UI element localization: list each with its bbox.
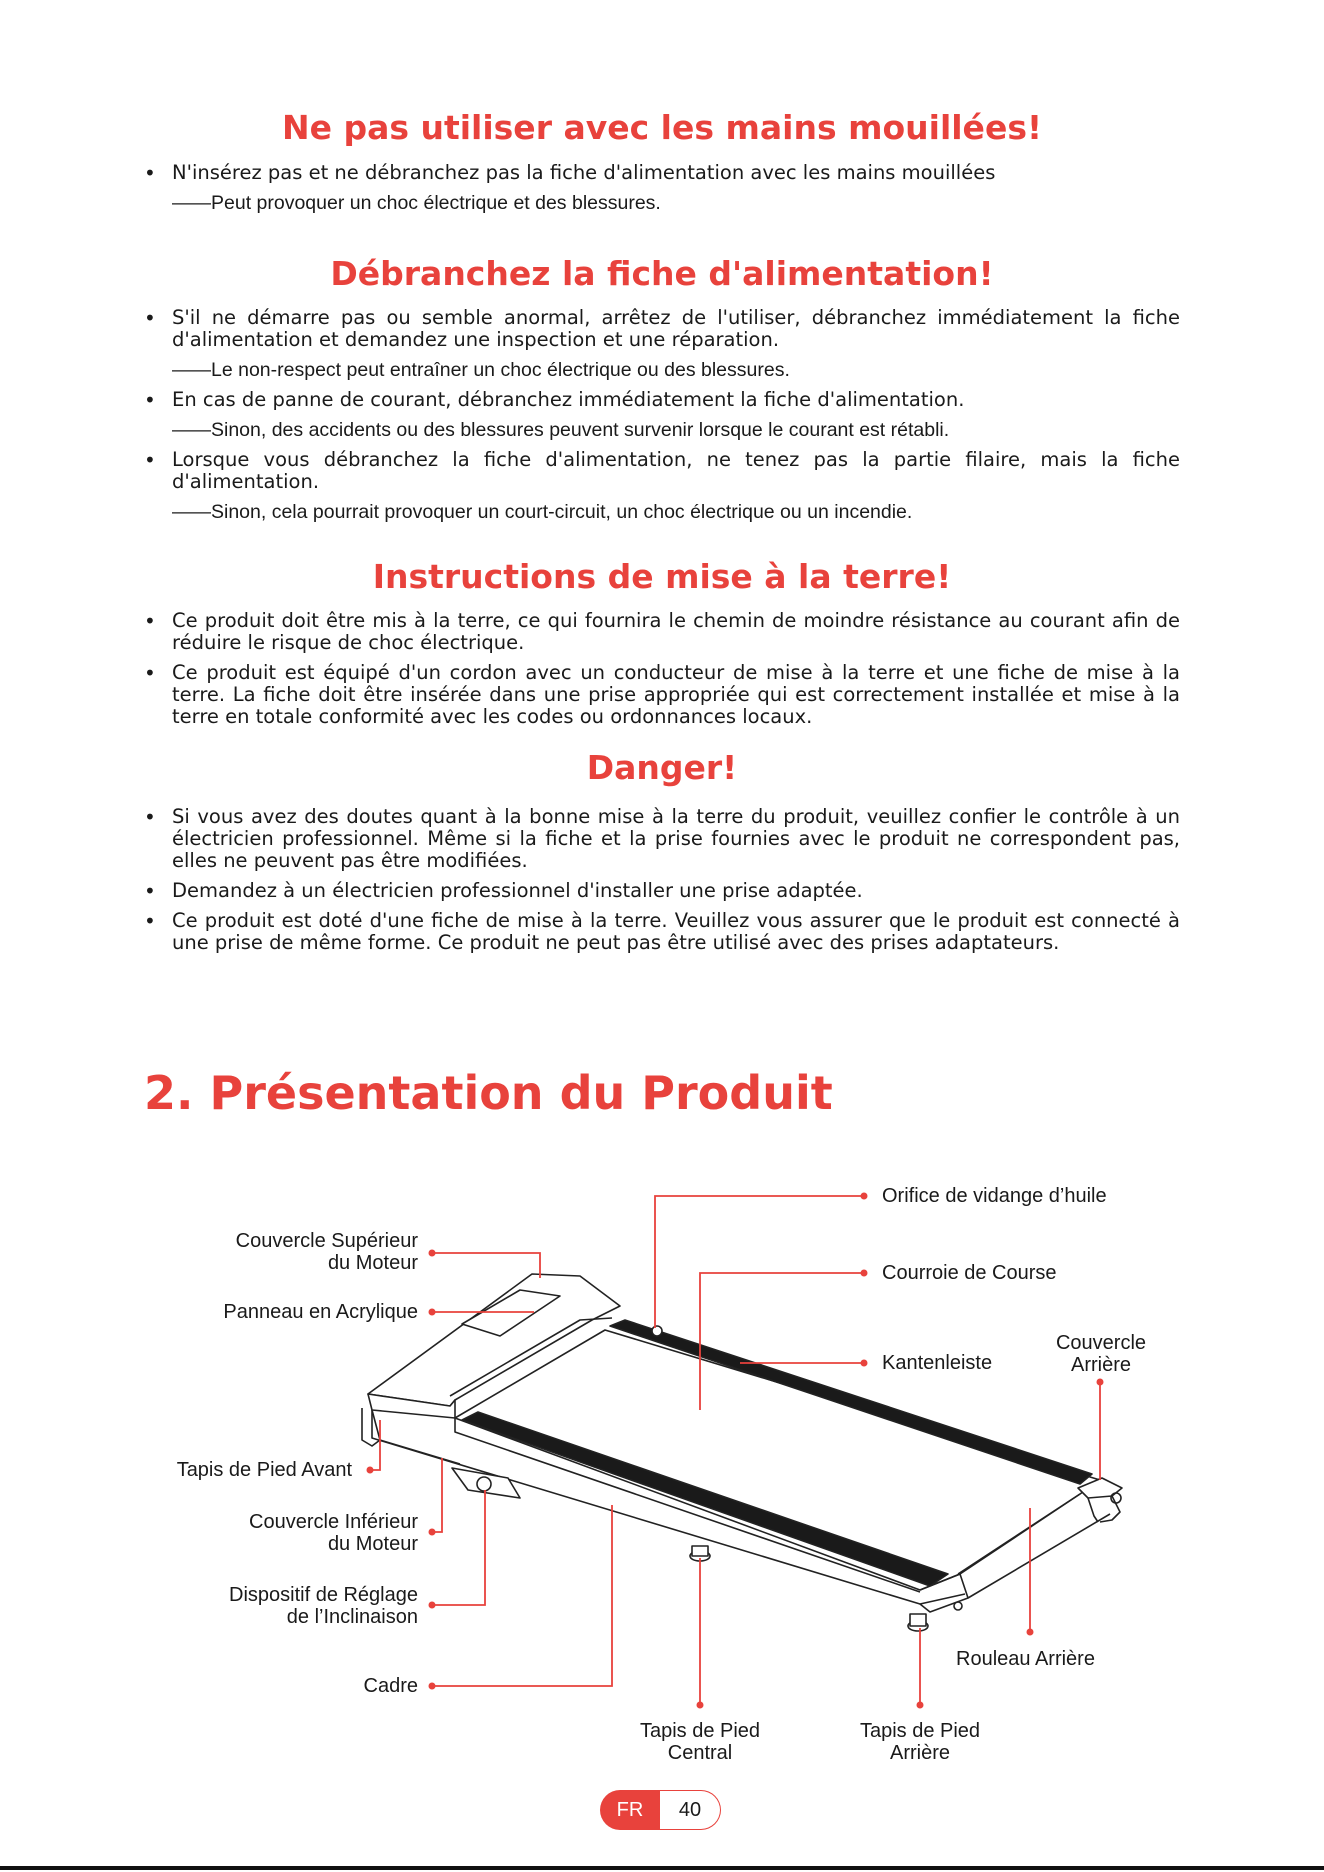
page-footer <box>600 1790 722 1830</box>
label-courroie-course: Courroie de Course <box>882 1262 1057 1284</box>
bottom-divider <box>0 1866 1324 1870</box>
label-kantenleiste: Kantenleiste <box>882 1352 993 1374</box>
list-item: • N'insérez pas et ne débranchez pas la fiche d'alimentation avec les mains mouillées ——Peut provoquer un choc électrique et des blessures. <box>144 162 1180 214</box>
label-tapis-pied-arriere: Tapis de Pied Arrière <box>859 1720 981 1764</box>
label-cadre: Cadre <box>363 1675 418 1697</box>
label-tapis-pied-central: Tapis de Pied Central <box>639 1720 761 1764</box>
label-orifice-vidange: Orifice de vidange d’huile <box>882 1185 1107 1207</box>
heading-grounding: Instructions de mise à la terre! <box>372 557 952 596</box>
label-rouleau-arriere: Rouleau Arrière <box>956 1648 1095 1670</box>
list-item: • En cas de panne de courant, débranchez immédiatement la fiche d'alimentation. ——Sinon, des accidents ou des blessures peuvent survenir lorsque le courant est rétabli. <box>144 389 1180 441</box>
label-couvercle-superieur: Couvercle Supérieur du Moteur <box>235 1230 418 1274</box>
treadmill-drawing <box>362 1274 1122 1631</box>
list-item: • Si vous avez des doutes quant à la bonne mise à la terre du produit, veuillez confier le contrôle à un électricien professionnel. Même si la fiche et la prise fournies avec le produit ne correspondent pas, elles ne peuvent pas être modifiées. <box>144 806 1180 872</box>
heading-danger: Danger! <box>586 748 738 787</box>
list-item: • Lorsque vous débranchez la fiche d'alimentation, ne tenez pas la partie filaire, mais la fiche d'alimentation. ——Sinon, cela pourrait provoquer un court-circuit, un choc électrique ou un incendie. <box>144 449 1180 523</box>
label-tapis-pied-avant: Tapis de Pied Avant <box>176 1459 352 1481</box>
list-item: • Ce produit doit être mis à la terre, ce qui fournira le chemin de moindre résistance au courant afin de réduire le risque de choc électrique. <box>144 610 1180 654</box>
list-item: • Ce produit est équipé d'un cordon avec un conducteur de mise à la terre et une fiche de mise à la terre. La fiche doit être insérée dans une prise appropriée qui est correctement installée et mise à la terre en totale conformité avec les codes ou ordonnances locaux. <box>144 662 1180 728</box>
product-section-title: 2. Présentation du Produit <box>144 1066 833 1120</box>
list-item: • Ce produit est doté d'une fiche de mise à la terre. Veuillez vous assurer que le produit est connecté à une prise de même forme. Ce produit ne peut pas être utilisé avec des prises adaptateurs. <box>144 910 1180 954</box>
label-panneau-acrylique: Panneau en Acrylique <box>223 1301 418 1323</box>
language-badge: FR <box>600 1790 660 1830</box>
page-number: 40 <box>660 1790 721 1830</box>
label-couvercle-arriere: Couvercle Arrière <box>1055 1332 1147 1376</box>
list-item: • S'il ne démarre pas ou semble anormal, arrêtez de l'utiliser, débranchez immédiatement la fiche d'alimentation et demandez une inspection et une réparation. ——Le non-respect peut entraîner un choc électrique ou des blessures. <box>144 307 1180 381</box>
heading-unplug: Débranchez la fiche d'alimentation! <box>330 254 994 293</box>
label-couvercle-inferieur: Couvercle Inférieur du Moteur <box>249 1511 418 1555</box>
heading-wet-hands: Ne pas utiliser avec les mains mouillées! <box>281 108 1043 147</box>
label-reglage-inclinaison: Dispositif de Réglage de l’Inclinaison <box>229 1584 418 1628</box>
list-item: • Demandez à un électricien professionnel d'installer une prise adaptée. <box>144 880 1180 902</box>
